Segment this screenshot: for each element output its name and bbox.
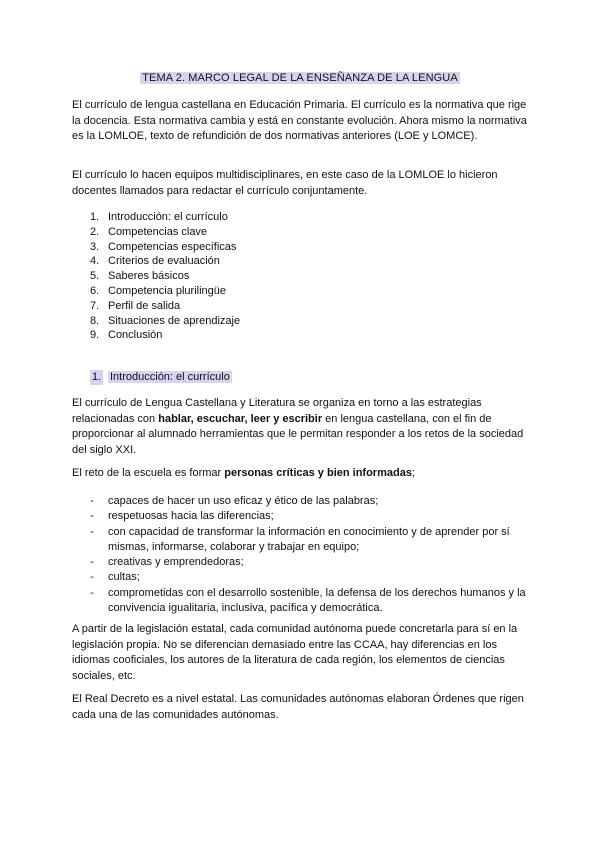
dash-marker: - [90, 586, 94, 599]
section-number: 1. [92, 371, 102, 383]
section-text-4: El Real Decreto es a nivel estatal. Las comunidades autónomas elaboran Órdenes que rigen cada una de las comunidades autónomas. [72, 693, 524, 721]
index-list-wrap [72, 210, 532, 343]
list-item [72, 299, 532, 314]
text-run: El currículo de Lengua Castellana y Literatura se organiza en torno a las estrategias relacionadas con [72, 397, 482, 425]
item-text: creativas y emprendedoras; [108, 556, 244, 569]
list-item [72, 210, 532, 225]
section-heading-list [72, 370, 532, 385]
section-title: Introducción: el currículo [110, 371, 230, 383]
text-run: El reto de la escuela es formar [72, 467, 225, 479]
index-list [72, 210, 532, 343]
item-number: 3. [90, 240, 100, 253]
traits-list [72, 494, 532, 616]
text-run: en lengua castellana, con el fin de proporcionar al alumnado herramientas que le permitan responder a los retos de la sociedad del siglo XXI. [72, 412, 524, 456]
item-label: Introducción: el currículo [108, 211, 228, 223]
intro-paragraph-2 [72, 168, 532, 199]
list-item [72, 240, 532, 255]
list-item [72, 494, 532, 509]
intro-paragraph-1 [72, 98, 532, 145]
section-paragraph-1 [72, 396, 532, 458]
item-text: cultas; [108, 571, 140, 584]
item-label: Criterios de evaluación [108, 255, 220, 268]
list-item [72, 328, 532, 343]
item-text: con capacidad de transformar la información en conocimiento y de aprender por sí mismas, informarse, colaborar y trabajar en equipo; [108, 525, 510, 553]
item-number: 1. [90, 211, 100, 223]
traits-list-wrap [72, 494, 532, 616]
section-paragraph-3 [72, 622, 532, 684]
item-number: 7. [90, 299, 100, 312]
section-paragraph-4 [72, 692, 532, 723]
text-run: ; [411, 467, 415, 479]
section-heading-wrap [72, 370, 532, 385]
item-number: 8. [90, 314, 100, 327]
intro-text-2: El currículo lo hacen equipos multidisciplinares, en este caso de la LOMLOE lo hicieron docentes llamados para redactar el currículo conjuntamente. [72, 169, 498, 197]
section-text-3: A partir de la legislación estatal, cada comunidad autónoma puede concretarla para sí en la legislación propia. No se diferencian demasiado entre las CCAA, hay diferencias en los idiomas cooficiales, los autores de la literatura de cada región, los elementos de ciencias sociales, etc. [72, 623, 518, 682]
item-label: Conclusión [108, 329, 163, 342]
dash-marker: - [90, 525, 94, 538]
item-text: capaces de hacer un uso eficaz y ético de las palabras; [108, 495, 379, 507]
item-text: comprometidas con el desarrollo sostenible, la defensa de los derechos humanos y la convivencia igualitaria, inclusiva, pacífica y democrática. [108, 586, 526, 615]
list-item [72, 509, 532, 524]
title-row [0, 72, 600, 84]
list-item [72, 284, 532, 299]
section-text-2 [72, 466, 532, 482]
item-number: 2. [90, 225, 100, 238]
item-label: Saberes básicos [108, 270, 190, 283]
bold-run: personas críticas y bien informadas [224, 467, 412, 479]
item-label: Competencias específicas [108, 240, 237, 253]
item-number: 9. [90, 329, 100, 342]
item-label: Competencia plurilingüe [108, 284, 227, 297]
list-item [72, 269, 532, 284]
item-label: Competencias clave [108, 225, 208, 238]
dash-marker: - [90, 556, 94, 569]
list-item [72, 314, 532, 329]
item-text: respetuosas hacia las diferencias; [108, 510, 274, 523]
list-item [72, 555, 532, 570]
dash-marker: - [90, 571, 94, 584]
list-item [72, 570, 532, 585]
dash-marker: - [90, 495, 94, 507]
item-number: 5. [90, 270, 100, 283]
list-item [72, 225, 532, 240]
item-label: Situaciones de aprendizaje [108, 314, 241, 327]
section-paragraph-2 [72, 466, 532, 482]
list-item [72, 586, 532, 617]
page-title: TEMA 2. MARCO LEGAL DE LA ENSEÑANZA DE LA LENGUA [142, 72, 458, 84]
list-item [72, 254, 532, 269]
item-label: Perfil de salida [108, 299, 181, 312]
section-heading [72, 370, 532, 385]
dash-marker: - [90, 510, 94, 523]
intro-text-1: El currículo de lengua castellana en Educación Primaria. El currículo es la normativa que rige la docencia. Esta normativa cambia y está en constante evolución. Ahora mismo la normativa es la LOMLOE, texto de refundición de dos normativas anteriores (LOE y LOMCE). [72, 99, 527, 142]
section-text-1 [72, 396, 532, 458]
item-number: 4. [90, 255, 100, 268]
bold-run: hablar, escuchar, leer y escribir [158, 412, 323, 425]
item-number: 6. [90, 284, 100, 297]
list-item [72, 525, 532, 556]
